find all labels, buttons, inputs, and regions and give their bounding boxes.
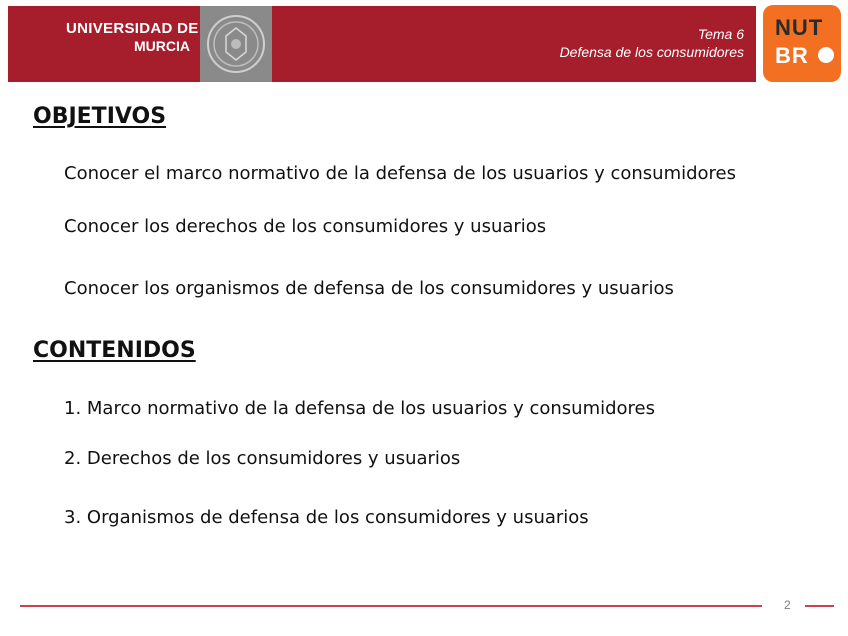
objetivos-heading: OBJETIVOS [33,104,167,129]
objetivo-item-3: Conocer los organismos de defensa de los consumidores y usuarios [64,278,674,299]
university-name-line1: UNIVERSIDAD DE [66,20,199,37]
university-name-line2: MURCIA [134,38,190,54]
footer-divider [20,605,762,607]
contenido-item-2: 2. Derechos de los consumidores y usuarios [64,448,461,469]
nutbro-logo [763,5,841,82]
contenido-item-3: 3. Organismos de defensa de los consumidores y usuarios [64,507,589,528]
topic-number: Tema 6 [697,26,744,42]
footer-divider-short [805,605,834,607]
objetivo-item-2: Conocer los derechos de los consumidores y usuarios [64,216,547,237]
contenidos-heading: CONTENIDOS [33,338,196,363]
seal-icon [204,10,268,78]
logo-ball-icon [818,47,834,63]
university-logo [8,6,200,82]
slide-header [8,6,756,82]
topic-title: Defensa de los consumidores [559,44,744,60]
university-seal [200,6,272,82]
page-number: 2 [784,598,791,612]
contenido-item-1: 1. Marco normativo de la defensa de los usuarios y consumidores [64,398,656,419]
logo-bottom-text: BR [775,43,809,68]
logo-top-text: NUT [775,15,824,40]
objetivo-item-1: Conocer el marco normativo de la defensa de los usuarios y consumidores [64,163,737,184]
